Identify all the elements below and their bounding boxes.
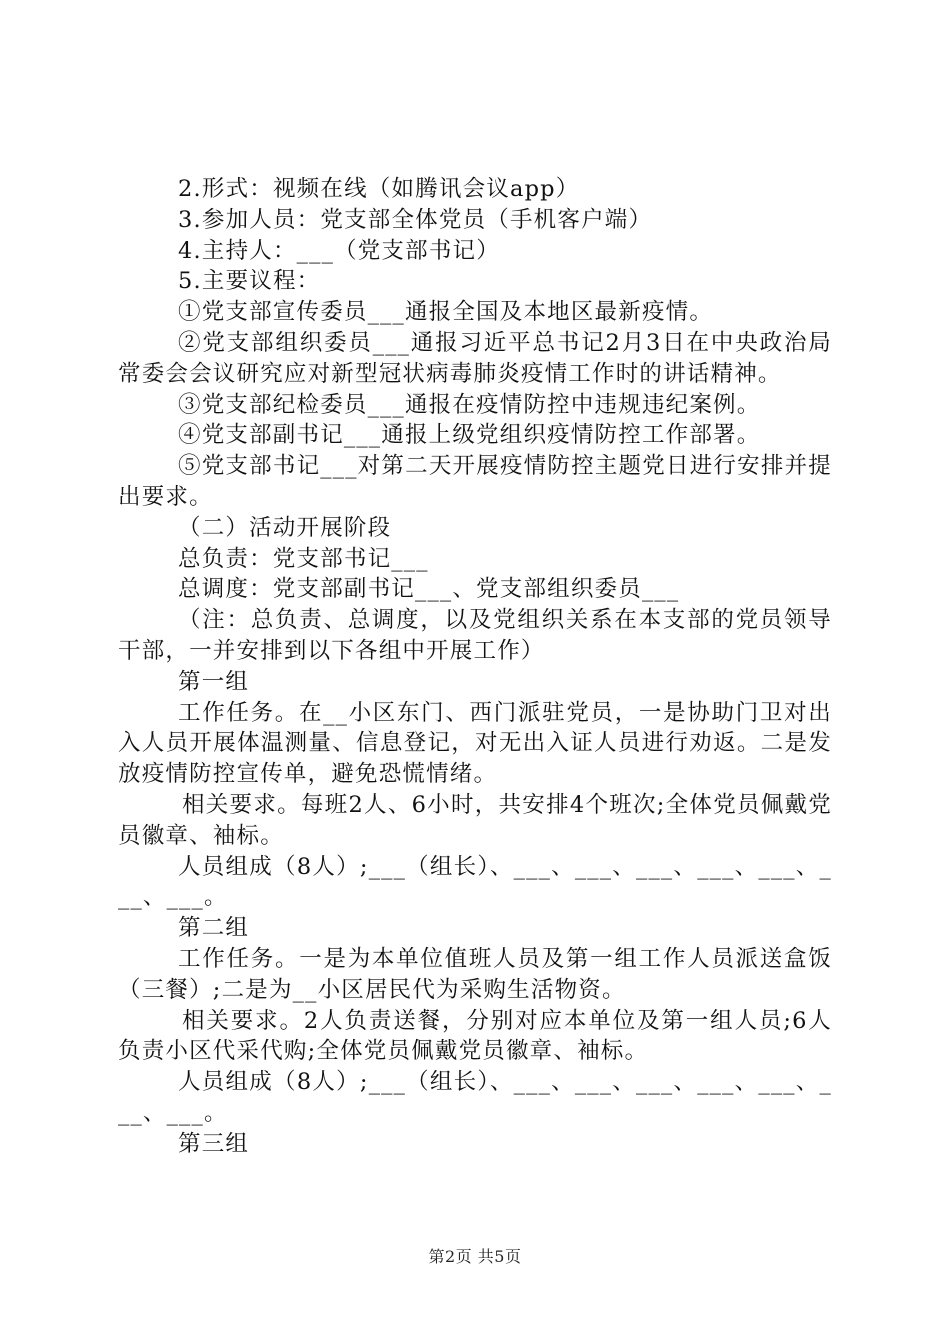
document-body (118, 174, 832, 1160)
paragraph-coordination: 总调度：党支部副书记___、党支部组织委员___ (178, 576, 680, 603)
paragraph-participants: 3.参加人员：党支部全体党员（手机客户端） (178, 206, 653, 233)
agenda-item-4: ④党支部副书记___通报上级党组织疫情防控工作部署。 (178, 422, 761, 449)
group-2-heading: 第二组 (178, 915, 250, 942)
agenda-item-2: ②党支部组织委员___通报习近平总书记2月3日在中央政治局常委会会议研究应对新型冠状病毒肺炎疫情工作时的讲话精神。 (118, 329, 832, 387)
agenda-item-5: ⑤党支部书记___对第二天开展疫情防控主题党日进行安排并提出要求。 (118, 453, 832, 510)
group-1-requirements: 相关要求。每班2人、6小时，共安排4个班次;全体党员佩戴党员徽章、袖标。 (118, 791, 832, 849)
paragraph-format: 2.形式：视频在线（如腾讯会议app） (178, 176, 580, 202)
paragraph-overall-lead: 总负责：党支部书记___ (178, 545, 429, 572)
group-1-heading: 第一组 (178, 668, 250, 695)
agenda-item-1: ①党支部宣传委员___通报全国及本地区最新疫情。 (178, 299, 714, 326)
group-3-heading: 第三组 (178, 1130, 250, 1157)
section-heading-activity: （二）活动开展阶段 (178, 514, 392, 541)
group-2-members: 人员组成（8人）;___（组长）、___、___、___、___、___、___、___。 (118, 1069, 832, 1126)
paragraph-host: 4.主持人：___（党支部书记） (178, 237, 500, 264)
group-2-requirements: 相关要求。2人负责送餐，分别对应本单位及第一组人员;6人负责小区代采代购;全体党员佩戴党员徽章、袖标。 (118, 1007, 832, 1065)
page-number-footer: 第2页 共5页 (428, 1247, 522, 1266)
agenda-item-3: ③党支部纪检委员___通报在疫情防控中违规违纪案例。 (178, 391, 761, 418)
paragraph-agenda-heading: 5.主要议程： (178, 268, 321, 295)
group-1-members: 人员组成（8人）;___（组长）、___、___、___、___、___、___、___。 (118, 853, 832, 911)
paragraph-note: （注：总负责、总调度，以及党组织关系在本支部的党员领导干部，一并安排到以下各组中开展工作） (118, 607, 832, 664)
group-2-tasks: 工作任务。一是为本单位值班人员及第一组工作人员派送盒饭（三餐）;二是为__小区居民代为采购生活物资。 (118, 945, 832, 1003)
group-1-tasks: 工作任务。在__小区东门、西门派驻党员，一是协助门卫对出入人员开展体温测量、信息登记，对无出入证人员进行劝返。二是发放疫情防控宣传单，避免恐慌情绪。 (118, 699, 832, 788)
